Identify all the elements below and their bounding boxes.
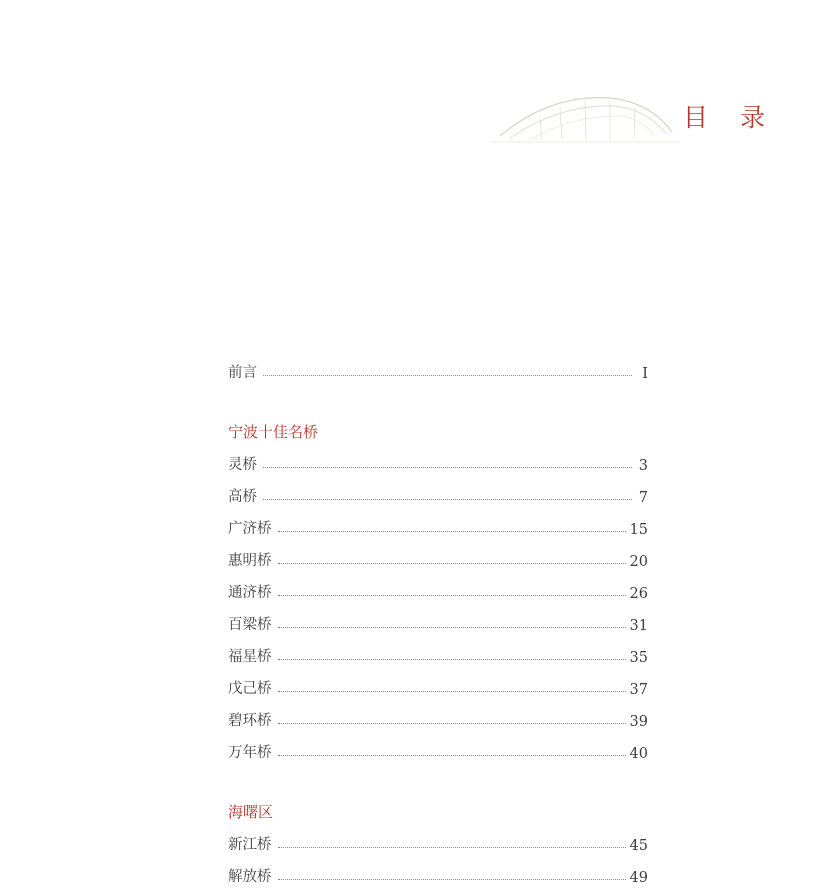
dot-leader <box>278 659 626 660</box>
toc-entry-page: 49 <box>629 870 648 886</box>
toc-entry-page: I <box>642 366 648 382</box>
toc-entry[interactable] <box>228 698 648 730</box>
toc-entry-page: 35 <box>629 650 648 666</box>
page-title <box>683 98 771 134</box>
toc-entry-label: 前言 <box>228 365 257 381</box>
toc-entry-page: 40 <box>629 746 648 762</box>
toc-entry-label: 福星桥 <box>228 649 272 665</box>
toc-entry-label: 戊己桥 <box>228 681 272 697</box>
toc-entry[interactable] <box>228 442 648 474</box>
toc-entry-page: 26 <box>629 586 648 602</box>
toc-entry-preface[interactable] <box>228 350 648 382</box>
section-list <box>228 822 648 886</box>
bridge-sketch-illustration <box>490 88 680 148</box>
toc-entry[interactable] <box>228 822 648 854</box>
toc-entry-label: 万年桥 <box>228 745 272 761</box>
toc-entry[interactable] <box>228 506 648 538</box>
toc-entry-label: 新江桥 <box>228 837 272 853</box>
dot-leader <box>278 755 626 756</box>
toc-entry-label: 高桥 <box>228 489 257 505</box>
toc-entry-label: 惠明桥 <box>228 553 272 569</box>
dot-leader <box>278 847 626 848</box>
toc-entry[interactable] <box>228 666 648 698</box>
dot-leader <box>263 499 632 500</box>
dot-leader <box>263 375 632 376</box>
table-of-contents <box>228 350 648 886</box>
toc-entry-page: 39 <box>629 714 648 730</box>
toc-entry-label: 广济桥 <box>228 521 272 537</box>
section-list <box>228 442 648 762</box>
toc-entry-label: 碧环桥 <box>228 713 272 729</box>
section-title: 宁波十佳名桥 <box>228 423 319 441</box>
dot-leader <box>278 531 626 532</box>
toc-entry-label: 灵桥 <box>228 457 257 473</box>
toc-entry-page: 31 <box>629 618 648 634</box>
page-title-char-1: 目 <box>683 103 715 132</box>
dot-leader <box>278 879 626 880</box>
toc-entry-label: 通济桥 <box>228 585 272 601</box>
toc-entry[interactable] <box>228 474 648 506</box>
toc-entry-page: 45 <box>629 838 648 854</box>
page-title-char-2: 录 <box>740 103 772 132</box>
toc-entry-page: 15 <box>629 522 648 538</box>
dot-leader <box>278 723 626 724</box>
dot-leader <box>278 627 626 628</box>
toc-entry[interactable] <box>228 634 648 666</box>
toc-entry[interactable] <box>228 538 648 570</box>
dot-leader <box>263 467 632 468</box>
toc-entry-label: 解放桥 <box>228 869 272 885</box>
dot-leader <box>278 595 626 596</box>
toc-entry-label: 百梁桥 <box>228 617 272 633</box>
toc-entry-page: 3 <box>638 458 648 474</box>
toc-entry-page: 37 <box>629 682 648 698</box>
section-title: 海曙区 <box>228 803 274 821</box>
toc-entry[interactable] <box>228 602 648 634</box>
toc-entry[interactable] <box>228 730 648 762</box>
dot-leader <box>278 563 626 564</box>
toc-entry[interactable] <box>228 570 648 602</box>
toc-entry[interactable] <box>228 854 648 886</box>
toc-entry-page: 7 <box>638 490 648 506</box>
toc-entry-page: 20 <box>629 554 648 570</box>
dot-leader <box>278 691 626 692</box>
